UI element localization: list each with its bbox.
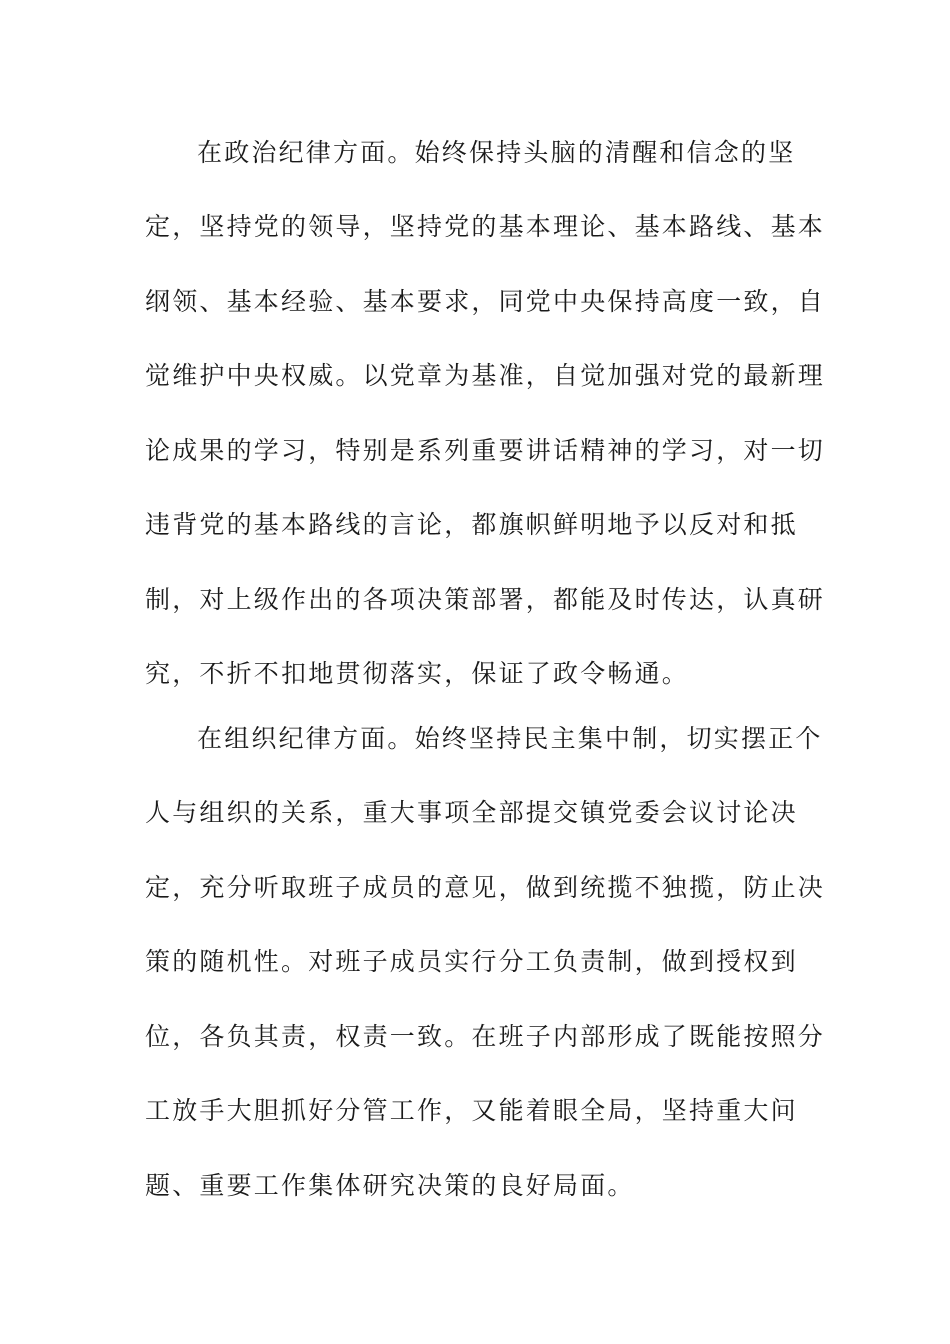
- text-line: 位，各负其责，权责一致。在班子内部形成了既能按照分: [145, 1022, 826, 1051]
- text-line: 定，充分听取班子成员的意见，做到统揽不独揽，防止决: [145, 873, 826, 902]
- text-line: 定，坚持党的领导，坚持党的基本理论、基本路线、基本: [145, 212, 826, 241]
- text-line: 工放手大胆抓好分管工作，又能着眼全局，坚持重大问: [145, 1096, 798, 1125]
- text-line: 策的随机性。对班子成员实行分工负责制，做到授权到: [145, 947, 798, 976]
- text-line: 在政治纪律方面。始终保持头脑的清醒和信念的坚: [197, 138, 796, 167]
- text-line: 纲领、基本经验、基本要求，同党中央保持高度一致，自: [145, 287, 826, 316]
- text-line: 违背党的基本路线的言论，都旗帜鲜明地予以反对和抵: [145, 510, 798, 539]
- text-line: 人与组织的关系，重大事项全部提交镇党委会议讨论决: [145, 798, 798, 827]
- text-line: 制，对上级作出的各项决策部署，都能及时传达，认真研: [145, 585, 826, 614]
- text-line: 题、重要工作集体研究决策的良好局面。: [145, 1171, 635, 1200]
- text-line: 论成果的学习，特别是系列重要讲话精神的学习，对一切: [145, 436, 826, 465]
- text-line: 究，不折不扣地贯彻落实，保证了政令畅通。: [145, 659, 690, 688]
- text-line: 觉维护中央权威。以党章为基准，自觉加强对党的最新理: [145, 361, 826, 390]
- text-line: 在组织纪律方面。始终坚持民主集中制，切实摆正个: [197, 724, 823, 753]
